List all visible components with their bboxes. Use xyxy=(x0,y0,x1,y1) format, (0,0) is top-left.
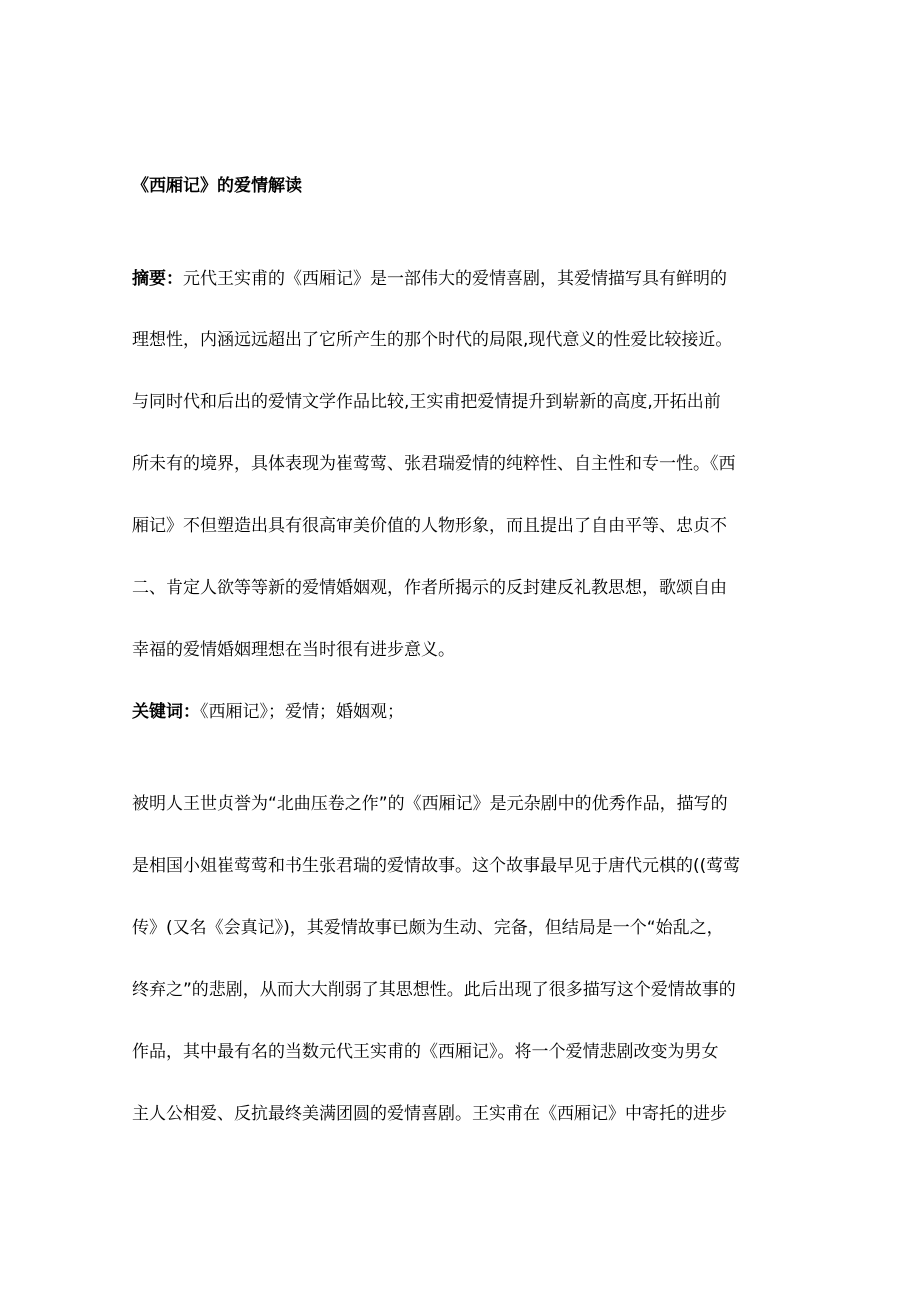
abstract-line: 所未有的境界，具体表现为崔莺莺、张君瑞爱情的纯粹性、自主性和专一性。《西 xyxy=(132,454,736,474)
keywords-line xyxy=(132,700,792,724)
keywords-label: 关键词： xyxy=(132,702,200,722)
abstract-label: 摘要： xyxy=(132,269,183,289)
body-line: 传》(又名《会真记》)，其爱情故事已颇为生动、完备，但结局是一个“始乱之， xyxy=(132,918,724,938)
abstract-line: 与同时代和后出的爱情文学作品比较,王实甫把爱情提升到崭新的高度,开拓出前 xyxy=(132,392,721,412)
body-line: 被明人王世贞誉为“北曲压卷之作”的《西厢记》是元杂剧中的优秀作品，描写的 xyxy=(132,794,728,814)
document-title: 《西厢记》的爱情解读 xyxy=(132,176,302,196)
abstract-line: 二、肯定人欲等等新的爱情婚姻观，作者所揭示的反封建反礼教思想，歌颂自由 xyxy=(132,578,727,598)
abstract-line xyxy=(132,267,792,291)
body-line: 终弃之”的悲剧，从而大大削弱了其思想性。此后出现了很多描写这个爱情故事的 xyxy=(132,980,736,1000)
keywords-text: 《西厢记》；爱情；婚姻观； xyxy=(200,702,404,722)
abstract-line: 幸福的爱情婚姻理想在当时很有进步意义。 xyxy=(132,640,455,660)
abstract-text: 元代王实甫的《西厢记》是一部伟大的爱情喜剧，其爱情描写具有鲜明的 xyxy=(183,269,727,289)
body-line: 是相国小姐崔莺莺和书生张君瑞的爱情故事。这个故事最早见于唐代元棋的((莺莺 xyxy=(132,856,741,876)
abstract-line: 理想性，内涵远远超出了它所产生的那个时代的局限,现代意义的性爱比较接近。 xyxy=(132,330,733,350)
abstract-line: 厢记》不但塑造出具有很高审美价值的人物形象，而且提出了自由平等、忠贞不 xyxy=(132,516,727,536)
body-line: 主人公相爱、反抗最终美满团圆的爱情喜剧。王实甫在《西厢记》中寄托的进步 xyxy=(132,1104,727,1124)
body-line: 作品，其中最有名的当数元代王实甫的《西厢记》。将一个爱情悲剧改变为男女 xyxy=(132,1042,719,1062)
